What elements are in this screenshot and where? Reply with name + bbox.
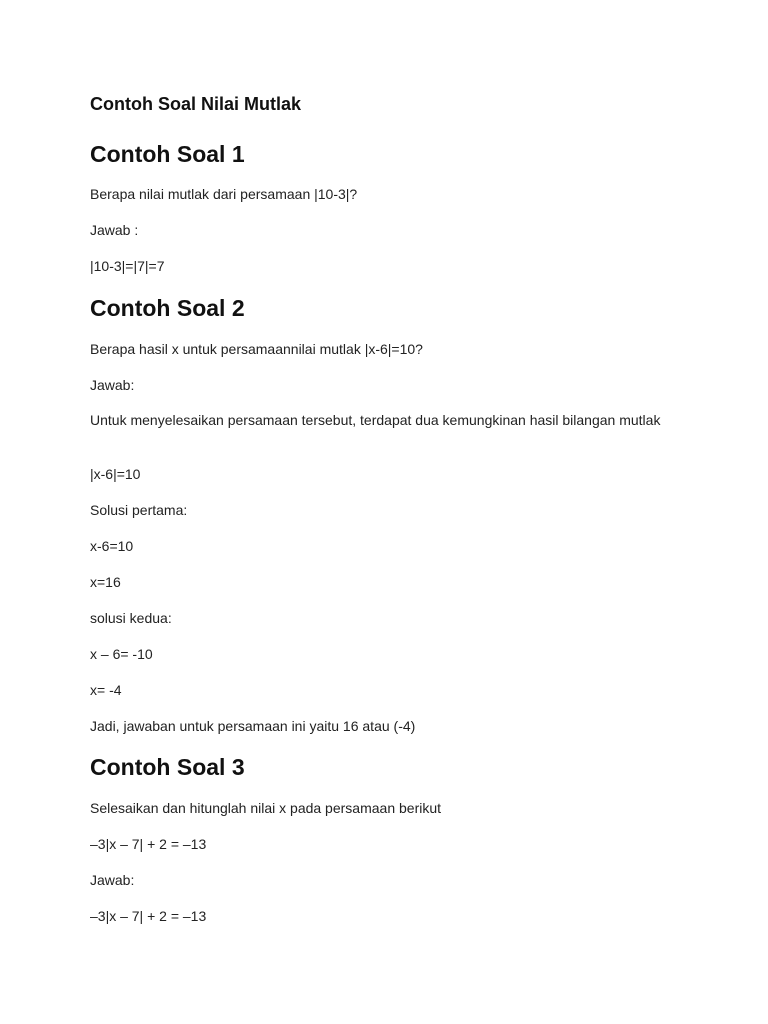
- paragraph: Jadi, jawaban untuk persamaan ini yaitu 16 atau (-4): [90, 718, 416, 734]
- paragraph: Jawab:: [90, 872, 135, 888]
- paragraph: x – 6= -10: [90, 646, 153, 662]
- paragraph: Selesaikan dan hitunglah nilai x pada persamaan berikut: [90, 800, 442, 816]
- document-title: Contoh Soal Nilai Mutlak: [90, 94, 302, 114]
- section-heading-3: Contoh Soal 3: [90, 754, 245, 780]
- paragraph: |x-6|=10: [90, 466, 141, 482]
- paragraph: Berapa nilai mutlak dari persamaan |10-3|?: [90, 186, 358, 202]
- paragraph: Untuk menyelesaikan persamaan tersebut, terdapat dua kemungkinan hasil bilangan mutlak: [90, 412, 661, 428]
- section-heading-2: Contoh Soal 2: [90, 295, 245, 321]
- paragraph: Jawab:: [90, 377, 135, 393]
- paragraph: x= -4: [90, 682, 122, 698]
- paragraph: solusi kedua:: [90, 610, 172, 626]
- paragraph: –3|x – 7| + 2 = –13: [90, 908, 207, 924]
- section-heading-1: Contoh Soal 1: [90, 141, 245, 167]
- paragraph: x-6=10: [90, 538, 134, 554]
- paragraph: |10-3|=|7|=7: [90, 258, 165, 274]
- paragraph: –3|x – 7| + 2 = –13: [90, 836, 207, 852]
- paragraph: Solusi pertama:: [90, 502, 188, 518]
- paragraph: Berapa hasil x untuk persamaannilai mutlak |x-6|=10?: [90, 341, 423, 357]
- paragraph: x=16: [90, 574, 121, 590]
- paragraph: Jawab :: [90, 222, 139, 238]
